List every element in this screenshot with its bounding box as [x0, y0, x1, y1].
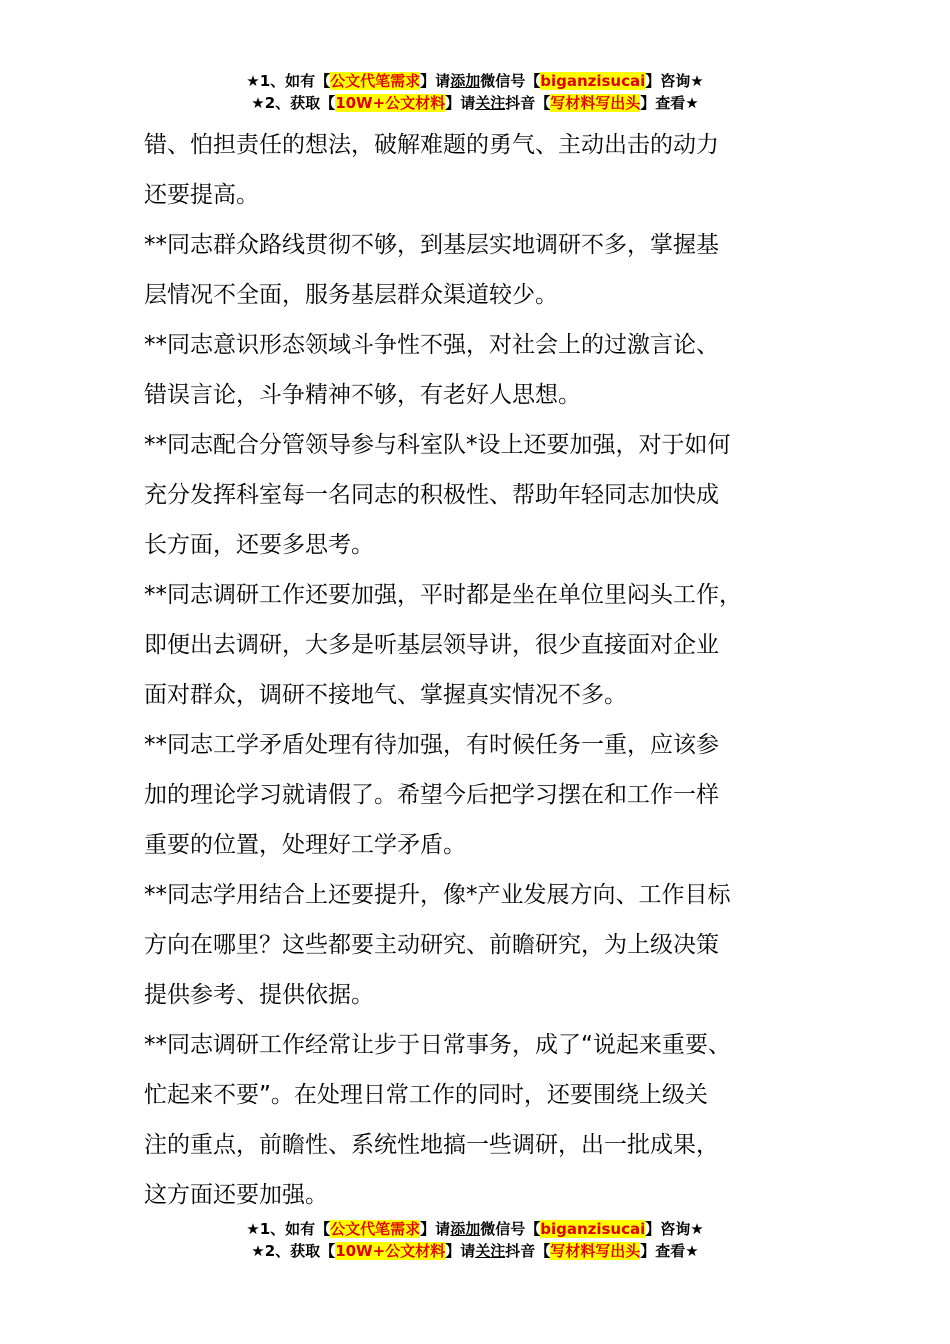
- text-line: **同志学用结合上还要提升，像*产业发展方向、工作目标: [144, 882, 731, 908]
- text-line: 加的理论学习就请假了。希望今后把学习摆在和工作一样: [144, 782, 719, 808]
- text-line: **同志意识形态领域斗争性不强，对社会上的过激言论、: [144, 332, 719, 358]
- text-line: 重要的位置，处理好工学矛盾。: [144, 832, 466, 858]
- text-line: 方向在哪里？这些都要主动研究、前瞻研究，为上级决策: [144, 932, 719, 958]
- banner-line-1: ★1、如有【公文代笔需求】请添加微信号【biganzisucai】咨询★: [246, 72, 704, 90]
- text-line: 这方面还要加强。: [144, 1182, 328, 1208]
- text-line: 忙起来不要”。在处理日常工作的同时，还要围绕上级关: [144, 1082, 708, 1108]
- document-body: [144, 120, 834, 1220]
- text-line: 错、怕担责任的想法，破解难题的勇气、主动出击的动力: [144, 132, 719, 158]
- highlight-wechat-id: biganzisucai: [540, 1220, 646, 1238]
- text-line: 提供参考、提供依据。: [144, 982, 374, 1008]
- highlight-materials: 10W+公文材料: [335, 1242, 446, 1260]
- highlight-douyin: 写材料写出头: [550, 1242, 641, 1260]
- text-line: 长方面，还要多思考。: [144, 532, 374, 558]
- text-line: 充分发挥科室每一名同志的积极性、帮助年轻同志加快成: [144, 482, 719, 508]
- banner-line-2: ★2、获取【10W+公文材料】请关注抖音【写材料写出头】查看★: [251, 94, 699, 112]
- text-line: **同志配合分管领导参与科室队*设上还要加强，对于如何: [144, 432, 731, 458]
- text-line: **同志工学矛盾处理有待加强，有时候任务一重，应该参: [144, 732, 719, 758]
- banner-line-1: ★1、如有【公文代笔需求】请添加微信号【biganzisucai】咨询★: [246, 1220, 704, 1238]
- text-line: 注的重点，前瞻性、系统性地搞一些调研，出一批成果，: [144, 1132, 719, 1158]
- highlight-douyin: 写材料写出头: [550, 94, 641, 112]
- text-line: 面对群众，调研不接地气、掌握真实情况不多。: [144, 682, 627, 708]
- footer-banner: [0, 1218, 950, 1262]
- text-line: **同志群众路线贯彻不够，到基层实地调研不多，掌握基: [144, 232, 719, 258]
- text-line: 即便出去调研，大多是听基层领导讲，很少直接面对企业: [144, 632, 719, 658]
- text-line: **同志调研工作经常让步于日常事务，成了“说起来重要、: [144, 1032, 731, 1058]
- highlight-materials: 10W+公文材料: [335, 94, 446, 112]
- text-line: 错误言论，斗争精神不够，有老好人思想。: [144, 382, 581, 408]
- header-banner: [0, 70, 950, 114]
- text-line: 层情况不全面，服务基层群众渠道较少。: [144, 282, 558, 308]
- text-line: 还要提高。: [144, 182, 259, 208]
- text-line: **同志调研工作还要加强，平时都是坐在单位里闷头工作，: [144, 582, 742, 608]
- highlight-wechat-id: biganzisucai: [540, 72, 646, 90]
- highlight-ghostwriting: 公文代笔需求: [330, 72, 421, 90]
- highlight-ghostwriting: 公文代笔需求: [330, 1220, 421, 1238]
- banner-line-2: ★2、获取【10W+公文材料】请关注抖音【写材料写出头】查看★: [251, 1242, 699, 1260]
